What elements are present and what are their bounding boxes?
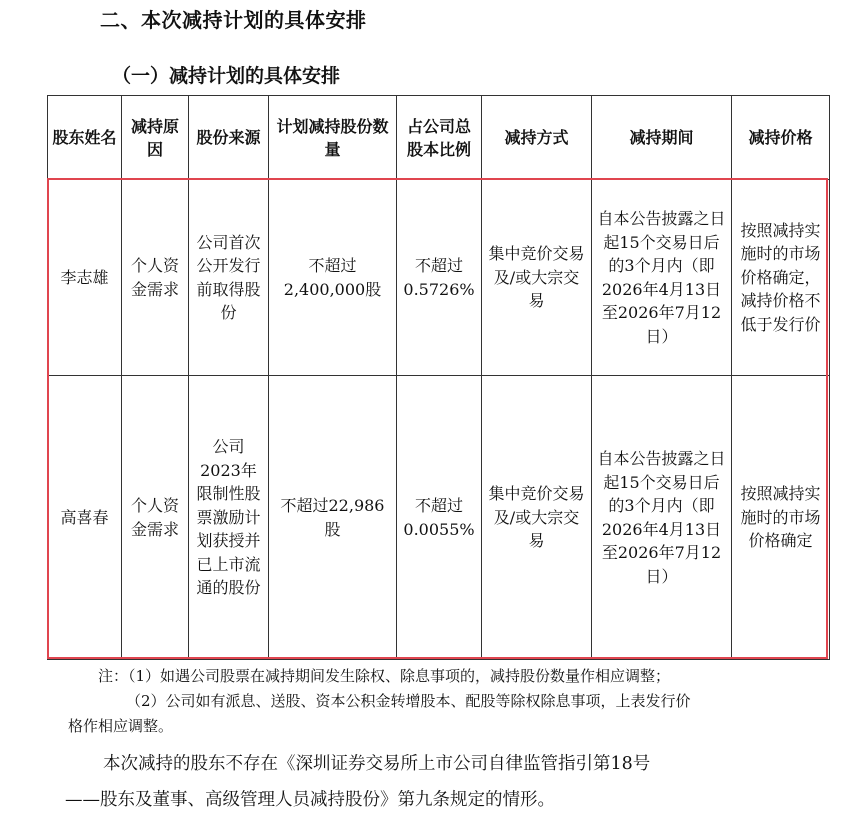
reduction-reason: 个人资金需求 (122, 180, 189, 376)
note-2: （2）公司如有派息、送股、资本公积金转增股本、配股等除权除息事项，上表发行价 (126, 692, 691, 710)
header-cell: 减持方式 (482, 96, 592, 180)
note-1: 注：（1）如遇公司股票在减持期间发生除权、除息事项的，减持股份数量作相应调整； (98, 667, 671, 685)
header-cell: 股东姓名 (48, 96, 122, 180)
table-row (48, 180, 830, 376)
reduction-price: 按照减持实施时的市场价格确定 (732, 376, 830, 660)
table-row (48, 376, 830, 660)
header-cell: 减持期间 (592, 96, 732, 180)
reduction-period: 自本公告披露之日起15个交易日后的3个月内（即2026年4月13日至2026年7月12日） (592, 180, 732, 376)
header-cell: 计划减持股份数量 (269, 96, 397, 180)
table-notes (68, 664, 820, 739)
paragraph-line-2: ——股东及董事、高级管理人员减持股份》第九条规定的情形。 (65, 790, 555, 810)
reduction-period: 自本公告披露之日起15个交易日后的3个月内（即2026年4月13日至2026年7月12日） (592, 376, 732, 660)
paragraph-line-1: 本次减持的股东不存在《深圳证券交易所上市公司自律监管指引第18号 (103, 754, 651, 774)
reduction-price: 按照减持实施时的市场价格确定，减持价格不低于发行价 (732, 180, 830, 376)
closing-paragraph (65, 746, 835, 818)
section-heading: 二、本次减持计划的具体安排 (100, 8, 367, 32)
header-cell: 减持原因 (122, 96, 189, 180)
share-ratio: 不超过0.5726% (397, 180, 482, 376)
header-cell: 减持价格 (732, 96, 830, 180)
reduction-method: 集中竞价交易及/或大宗交易 (482, 180, 592, 376)
reduction-reason: 个人资金需求 (122, 376, 189, 660)
shareholder-name: 高喜春 (48, 376, 122, 660)
note-2-continued: 格作相应调整。 (68, 717, 174, 735)
reduction-plan-table (47, 95, 830, 660)
subsection-heading: （一）减持计划的具体安排 (112, 65, 341, 87)
header-cell: 股份来源 (189, 96, 269, 180)
planned-quantity: 不超过22,986股 (269, 376, 397, 660)
table-header-row (48, 96, 830, 180)
planned-quantity: 不超过2,400,000股 (269, 180, 397, 376)
share-ratio: 不超过0.0055% (397, 376, 482, 660)
share-source: 公司2023年限制性股票激励计划获授并已上市流通的股份 (189, 376, 269, 660)
header-cell: 占公司总股本比例 (397, 96, 482, 180)
reduction-method: 集中竞价交易及/或大宗交易 (482, 376, 592, 660)
share-source: 公司首次公开发行前取得股份 (189, 180, 269, 376)
shareholder-name: 李志雄 (48, 180, 122, 376)
